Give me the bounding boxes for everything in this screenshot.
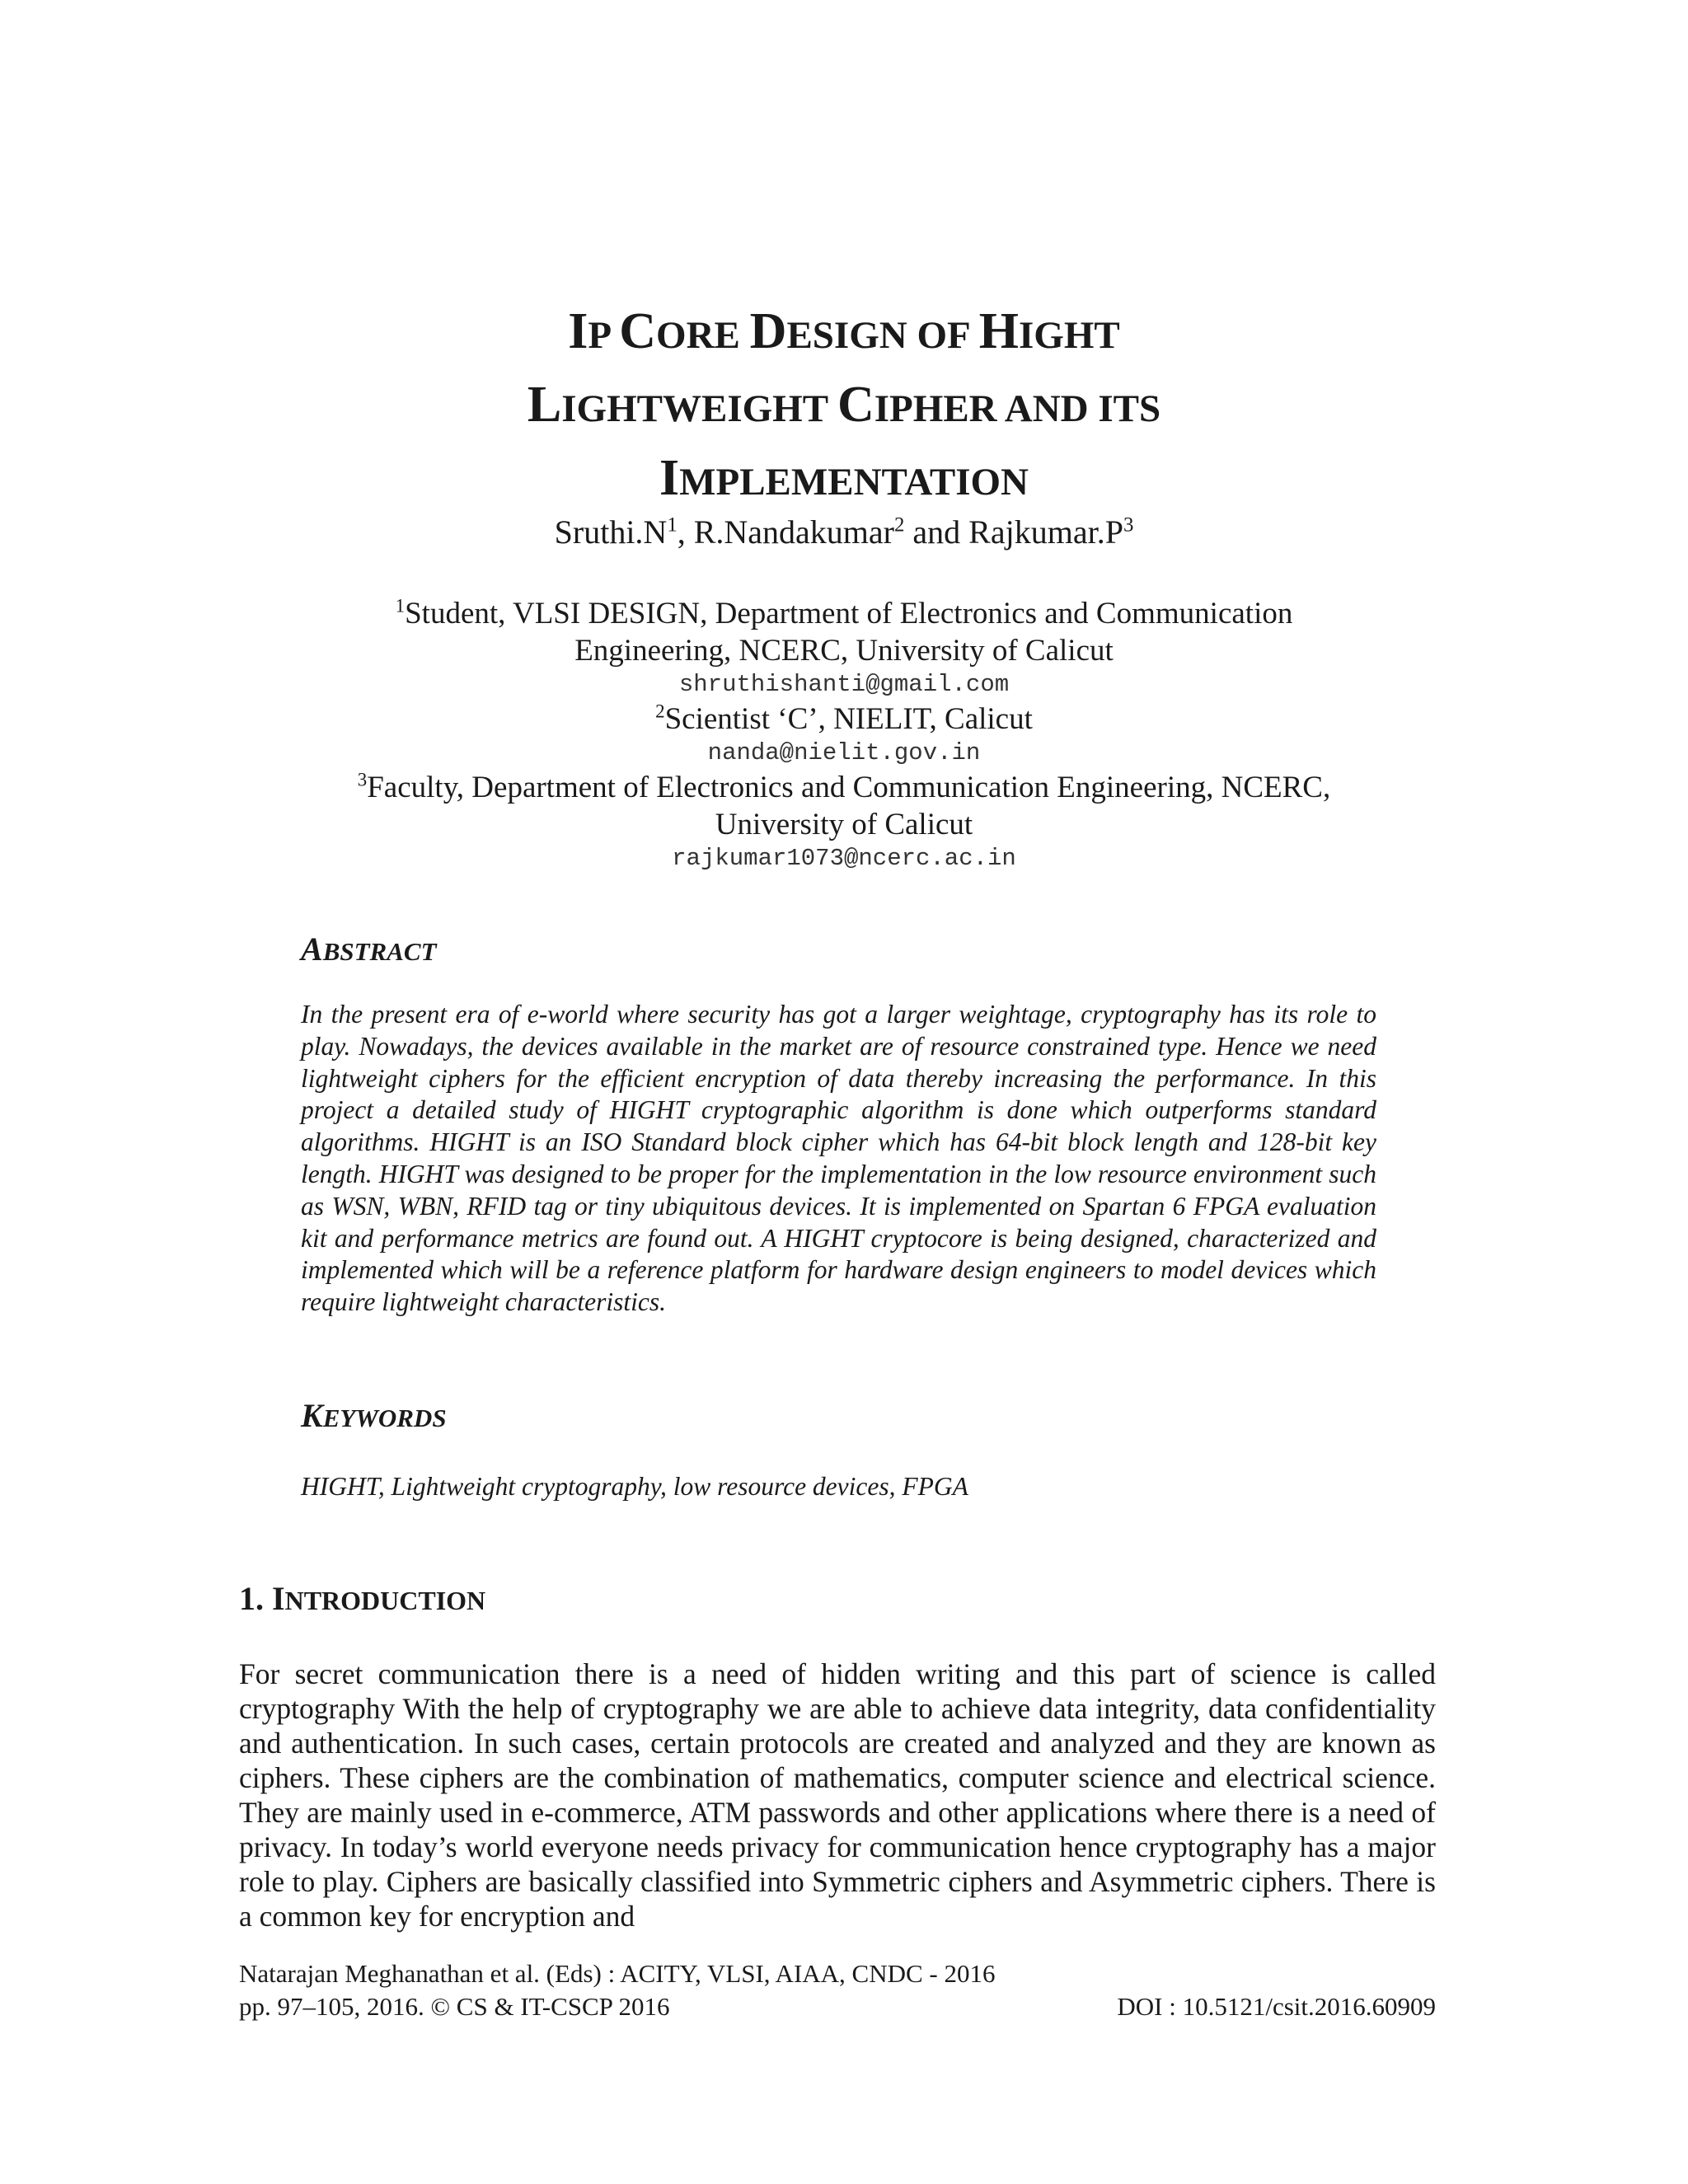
- abstract-heading: [301, 930, 437, 968]
- title-text: D: [749, 303, 787, 359]
- email-address: shruthishanti@gmail.com: [678, 671, 1010, 698]
- heading-text: 1. I: [239, 1580, 285, 1617]
- introduction-body: For secret communication there is a need of hidden writing and this part of science is called cryptography With the help of cryptography we are able to achieve data integrity, data confidentiality and authentication. In such cases, certain protocols are created and analyzed and they are known as ciphers. These ciphers are the combination of mathematics, computer science and electrical science. They are mainly used in e-commerce, ATM passwords and other applications where there is a need of privacy. In today’s world everyone needs privacy for communication hence cryptography has a major role to play. Ciphers are basically classified into Symmetric ciphers and Asymmetric ciphers. There is a common key for encryption and: [239, 1657, 1436, 1933]
- author-superscript: 1: [667, 513, 678, 537]
- email-address: rajkumar1073@ncerc.ac.in: [672, 845, 1016, 872]
- affiliation-text: Faculty, Department of Electronics and Communication Engineering, NCERC,: [367, 771, 1331, 804]
- heading-text: NTRODUCTION: [284, 1586, 486, 1615]
- title-line-3: [0, 443, 1688, 517]
- heading-text: EYWORDS: [322, 1404, 447, 1432]
- email-address: nanda@nielit.gov.in: [707, 739, 981, 766]
- affiliation-line: University of Calicut: [715, 808, 973, 841]
- keywords-heading: [301, 1399, 447, 1435]
- footer-line-1: [239, 1957, 1436, 1990]
- title-text: ORE: [656, 314, 750, 357]
- author-name: Rajkumar.P: [968, 513, 1123, 551]
- title-text: H: [978, 303, 1019, 359]
- affiliation-superscript: 2: [655, 701, 665, 722]
- title-text: I: [659, 450, 680, 506]
- title-text: IGHTWEIGHT: [561, 387, 837, 430]
- heading-text: K: [301, 1397, 323, 1434]
- title-text: I: [568, 303, 588, 359]
- author-name: Sruthi.N: [554, 513, 668, 551]
- affiliation-line: [0, 595, 1688, 632]
- author-name: R.Nandakumar: [693, 513, 894, 551]
- heading-text: A: [301, 930, 323, 968]
- title-text: ESIGN OF: [786, 314, 979, 357]
- abstract-body: In the present era of e-world where security has got a larger weightage, cryptography has its role to play. Nowadays, the devices available in the market are of resource constrained type. Hence we need lightweight ciphers for the efficient encryption of data thereby increasing the performance. In this project a detailed study of HIGHT cryptographic algorithm is done which outperforms standard algorithms. HIGHT is an ISO Standard block cipher which has 64-bit block length and 128-bit key length. HIGHT was designed to be proper for the implementation in the low resource environment such as WSN, WBN, RFID tag or tiny ubiquitous devices. It is implemented on Spartan 6 FPGA evaluation kit and performance metrics are found out. A HIGHT cryptocore is being designed, characterized and implemented which will be a reference platform for hardware design engineers to model devices which require lightweight characteristics.: [301, 1000, 1376, 1317]
- author-superscript: 2: [894, 513, 905, 537]
- title-text: L: [527, 377, 562, 433]
- title-line-1: [0, 297, 1688, 370]
- keywords-body: HIGHT, Lightweight cryptography, low resource devices, FPGA: [301, 1472, 968, 1501]
- title-text: C: [837, 377, 874, 433]
- title-text: MPLEMENTATION: [679, 461, 1029, 504]
- author-separator: ,: [677, 513, 694, 551]
- doi-text: DOI : 10.5121/csit.2016.60909: [1117, 1992, 1436, 2021]
- introduction-heading: [239, 1581, 485, 1619]
- affiliation-superscript: 1: [395, 595, 406, 616]
- affiliation-line: Engineering, NCERC, University of Calicut: [574, 634, 1114, 668]
- heading-text: BSTRACT: [322, 937, 437, 966]
- affiliations: [0, 595, 1688, 874]
- author-superscript: 3: [1123, 513, 1134, 537]
- author-separator: and: [904, 513, 969, 551]
- footer-line-2: [239, 1990, 1436, 2023]
- affiliation-text: Student, VLSI DESIGN, Department of Electronics and Communication: [405, 597, 1293, 630]
- footer-text: Natarajan Meghanathan et al. (Eds) : ACITY, VLSI, AIAA, CNDC - 2016: [239, 1959, 996, 1988]
- affiliation-text: Scientist ‘C’, NIELIT, Calicut: [664, 702, 1033, 736]
- title-text: C: [619, 303, 657, 359]
- affiliation-line: [0, 701, 1688, 738]
- title-text: P: [588, 314, 620, 357]
- page-footer: [239, 1957, 1436, 2023]
- title-text: IGHT: [1018, 314, 1120, 357]
- footer-text: pp. 97–105, 2016. © CS & IT-CSCP 2016: [239, 1992, 670, 2021]
- paper-title: [0, 297, 1688, 517]
- title-text: IPHER AND ITS: [874, 387, 1161, 430]
- affiliation-line: [0, 769, 1688, 806]
- author-list: [0, 511, 1688, 554]
- title-line-2: [0, 370, 1688, 443]
- affiliation-superscript: 3: [357, 769, 368, 790]
